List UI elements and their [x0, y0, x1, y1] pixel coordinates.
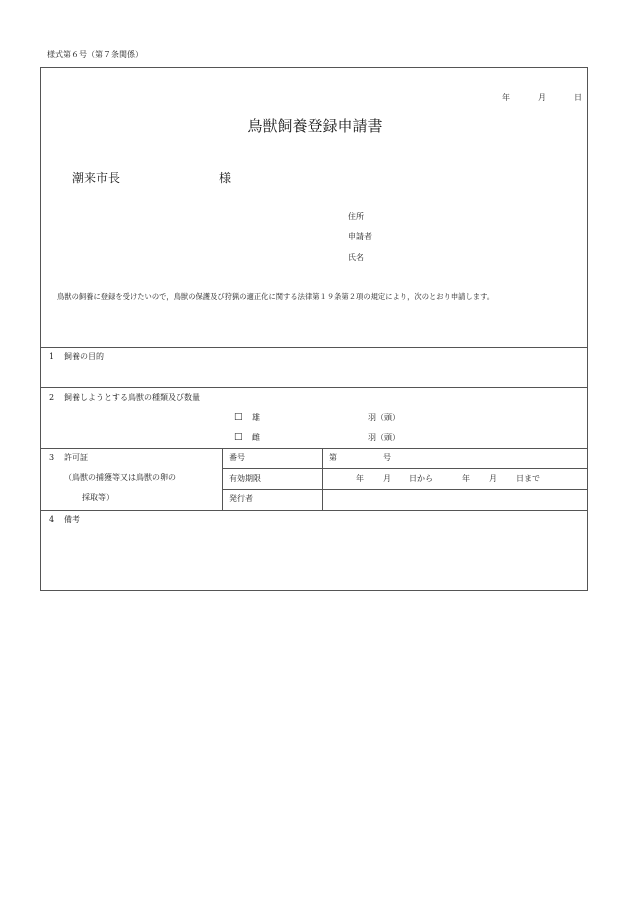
validity-to-year: 年 [462, 474, 470, 483]
permit-number-suffix: 号 [383, 453, 391, 462]
section-4-label: 備考 [64, 515, 80, 524]
addressee-name: 潮来市長 [72, 171, 121, 185]
section-2-label: 飼養しようとする鳥獣の種類及び数量 [64, 393, 200, 402]
section-3-label: 許可証 [64, 453, 88, 462]
validity-to-day: 日まで [516, 474, 540, 483]
permit-col-divider-2 [322, 448, 323, 510]
date-day-label: 日 [574, 93, 582, 102]
permit-col-divider-1 [222, 448, 223, 510]
male-checkbox[interactable]: □ [234, 412, 243, 422]
male-label: 雄 [252, 413, 260, 422]
male-unit: 羽（頭） [368, 413, 400, 422]
female-unit: 羽（頭） [368, 433, 400, 442]
applicant-label: 申請者 [348, 232, 372, 241]
divider-permit [40, 448, 588, 449]
validity-from-month: 月 [383, 474, 391, 483]
permit-row-divider-2 [222, 489, 588, 490]
section-2-number: 2 [49, 393, 55, 402]
validity-from-year: 年 [356, 474, 364, 483]
section-4-number: 4 [49, 515, 55, 524]
issuer-label: 発行者 [229, 494, 253, 503]
female-label: 雌 [252, 433, 260, 442]
date-month-label: 月 [538, 93, 546, 102]
divider-remarks [40, 510, 588, 511]
divider-purpose [40, 347, 588, 348]
date-year-label: 年 [502, 93, 510, 102]
permit-note-line1: （鳥獣の捕獲等又は鳥獣の卵の [64, 473, 176, 482]
permit-row-divider-1 [222, 468, 588, 469]
female-checkbox[interactable]: □ [234, 432, 243, 442]
section-1-label: 飼養の目的 [64, 352, 104, 361]
validity-from-day: 日から [409, 474, 433, 483]
permit-number-prefix: 第 [329, 453, 337, 462]
application-statement: 鳥獣の飼養に登録を受けたいので，鳥獣の保護及び狩猟の適正化に関する法律第１９条第２項の規定により，次のとおり申請します。 [57, 292, 495, 301]
form-frame [40, 67, 588, 591]
address-label: 住所 [348, 212, 364, 221]
divider-species [40, 387, 588, 388]
validity-label: 有効期限 [229, 474, 261, 483]
addressee-honorific: 様 [219, 171, 232, 185]
validity-to-month: 月 [489, 474, 497, 483]
section-1-number: 1 [49, 352, 55, 361]
name-label: 氏名 [348, 253, 364, 262]
permit-note-line2: 採取等） [82, 493, 114, 502]
form-title: 鳥獣飼養登録申請書 [247, 117, 383, 135]
section-3-number: 3 [49, 453, 55, 462]
form-number: 様式第６号（第７条関係） [47, 50, 143, 59]
permit-number-label: 番号 [229, 453, 245, 462]
